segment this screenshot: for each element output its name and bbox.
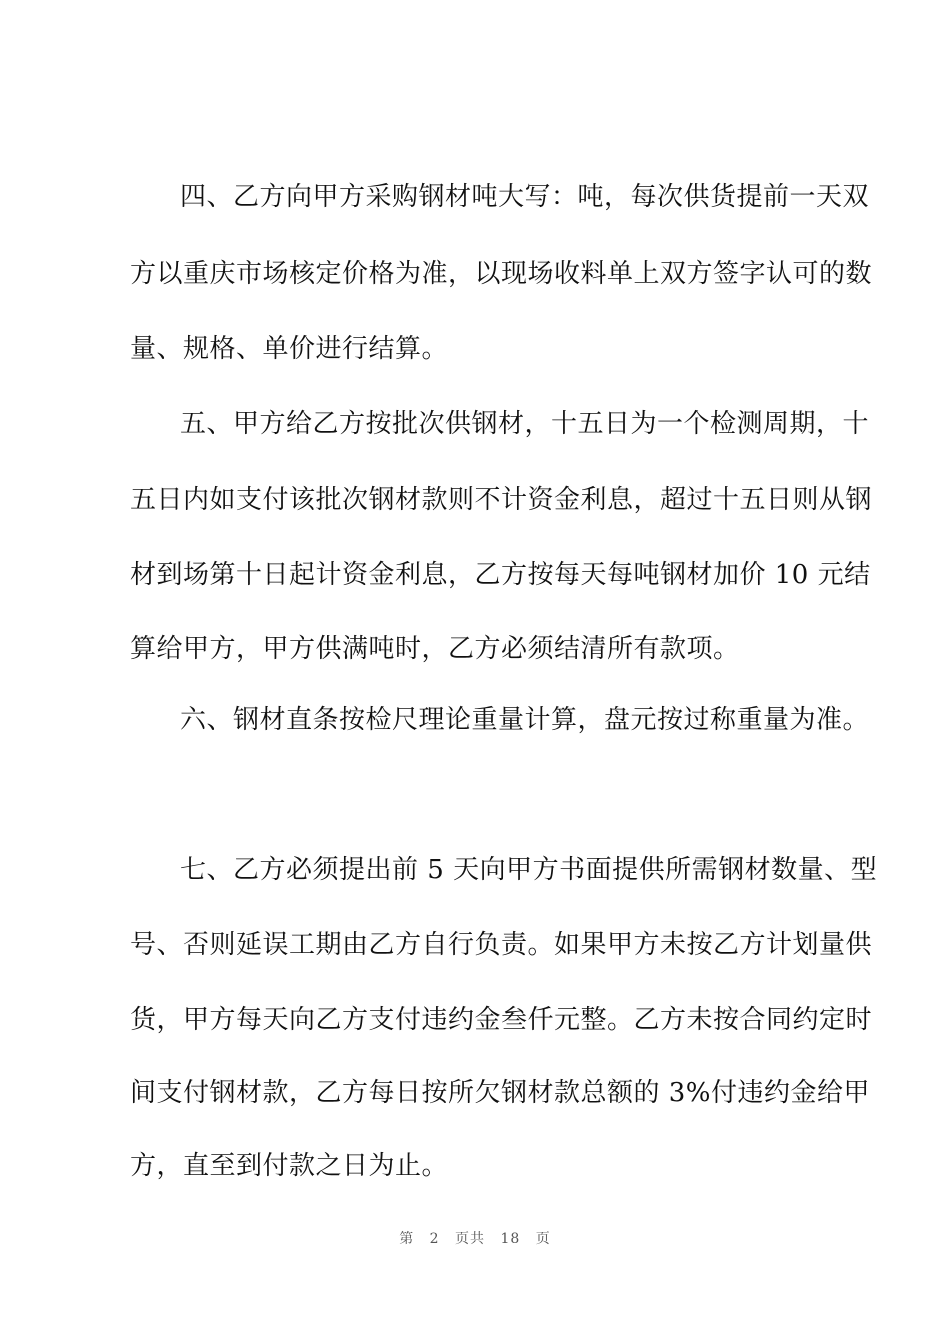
paragraph-5-line-2: 五日内如支付该批次钢材款则不计资金利息，超过十五日则从钢 xyxy=(130,485,873,515)
paragraph-5-line-1: 五、甲方给乙方按批次供钢材，十五日为一个检测周期，十 xyxy=(180,409,870,439)
paragraph-7-line-1: 七、乙方必须提出前 5 天向甲方书面提供所需钢材数量、型 xyxy=(180,855,878,885)
paragraph-7-line-5: 方，直至到付款之日为止。 xyxy=(130,1151,449,1181)
paragraph-5-line-4: 算给甲方，甲方供满吨时，乙方必须结清所有款项。 xyxy=(130,634,740,664)
paragraph-5-line-3: 材到场第十日起计资金利息，乙方按每天每吨钢材加价 10 元结 xyxy=(130,560,871,590)
paragraph-4-line-2: 方以重庆市场核定价格为准，以现场收料单上双方签字认可的数 xyxy=(130,259,873,289)
paragraph-4-line-3: 量、规格、单价进行结算。 xyxy=(130,334,449,364)
paragraph-7-line-3: 货，甲方每天向乙方支付违约金叁仟元整。乙方未按合同约定时 xyxy=(130,1005,873,1035)
paragraph-6-line-1: 六、钢材直条按检尺理论重量计算，盘元按过称重量为准。 xyxy=(180,705,870,735)
paragraph-7-line-4: 间支付钢材款，乙方每日按所欠钢材款总额的 3%付违约金给甲 xyxy=(130,1078,871,1108)
page-footer: 第 2 页共 18 页 xyxy=(399,1231,551,1247)
paragraph-7-line-2: 号、否则延误工期由乙方自行负责。如果甲方未按乙方计划量供 xyxy=(130,930,873,960)
paragraph-4-line-1: 四、乙方向甲方采购钢材吨大写：吨，每次供货提前一天双 xyxy=(180,182,870,212)
